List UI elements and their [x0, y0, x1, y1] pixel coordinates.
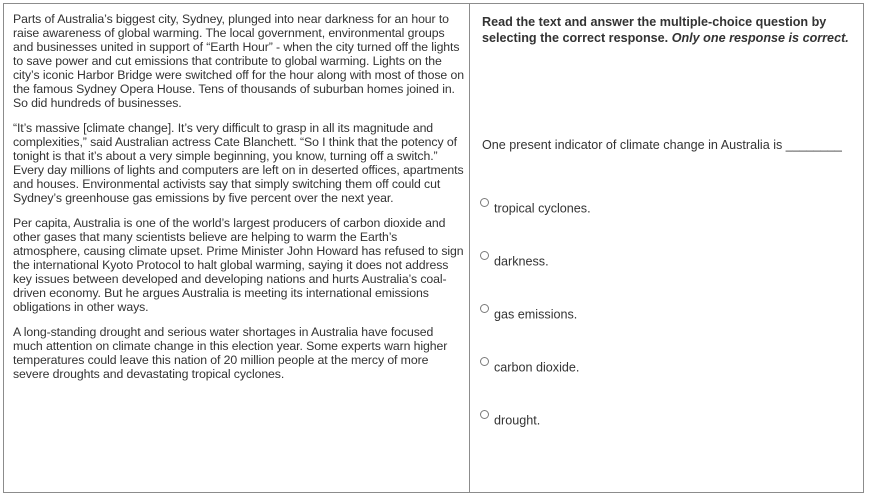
option-label[interactable]: drought.: [494, 413, 541, 428]
option-carbon-dioxide[interactable]: [480, 359, 579, 376]
panel-divider: [469, 4, 470, 492]
option-label[interactable]: gas emissions.: [494, 307, 578, 322]
radio-button-icon[interactable]: [480, 357, 489, 366]
option-darkness[interactable]: [480, 253, 549, 270]
passage-paragraph-4: A long-standing drought and serious water shortages in Australia have focused much attention on climate change in this election year. Some experts warn higher temperatures could leave this nation of 20 million people at the mercy of more severe droughts and devastating tropical cyclones.: [13, 325, 448, 381]
radio-button-icon[interactable]: [480, 410, 489, 419]
test-frame: [3, 3, 864, 493]
option-label[interactable]: darkness.: [494, 254, 549, 269]
instructions-main: Read the text and answer the multiple-choice question by selecting the correct response.: [482, 15, 827, 45]
question-prompt: One present indicator of climate change in Australia is ________: [482, 138, 842, 152]
option-drought[interactable]: [480, 412, 540, 429]
option-label[interactable]: carbon dioxide.: [494, 360, 580, 375]
passage-paragraph-2: “It’s massive [climate change]. It’s very difficult to grasp in all its magnitude and complexities,” said Australian actress Cate Blanchett. “So I think that the potency of tonight is that it’s about a very simple beginning, you know, turning off a switch.” Every day millions of lights and computers are left on in deserted offices, apartments and houses. Environmental activists say that simply switching them off could cut Sydney’s greenhouse gas emissions by five percent over the next year.: [13, 121, 464, 205]
passage-paragraph-1: Parts of Australia’s biggest city, Sydney, plunged into near darkness for an hour to raise awareness of global warming. The local government, environmental groups and businesses united in support of “Earth Hour” - when the city turned off the lights to save power and cut emissions that contribute to global warming. Lights on the city’s iconic Harbor Bridge were switched off for the hour along with most of those on the famous Sydney Opera House. Tens of thousands of suburban homes joined in. So did hundreds of businesses.: [13, 12, 464, 110]
option-label[interactable]: tropical cyclones.: [494, 201, 591, 216]
instructions: [482, 14, 862, 46]
option-gas-emissions[interactable]: [480, 306, 577, 323]
reading-passage: [13, 12, 465, 392]
option-tropical-cyclones[interactable]: [480, 200, 591, 217]
passage-paragraph-3: Per capita, Australia is one of the world’s largest producers of carbon dioxide and other gases that many scientists believe are helping to warm the Earth’s atmosphere, causing climate upset. Prime Minister John Howard has refused to sign the international Kyoto Protocol to halt global warming, saying it does not address key issues between developed and developing nations and hurts Australia’s coal-driven economy. But he argues Australia is meeting its international emissions obligations in other ways.: [13, 216, 464, 314]
instructions-emphasis: Only one response is correct.: [671, 31, 849, 45]
radio-button-icon[interactable]: [480, 304, 489, 313]
radio-button-icon[interactable]: [480, 198, 489, 207]
radio-button-icon[interactable]: [480, 251, 489, 260]
